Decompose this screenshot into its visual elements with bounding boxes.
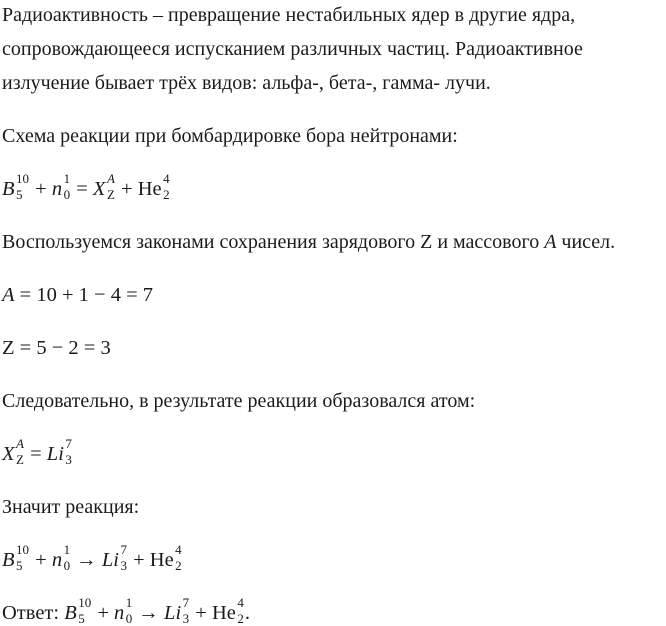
nuclide-scripts	[16, 173, 29, 200]
nuclide-scripts	[107, 173, 115, 200]
nuclide-He	[137, 171, 171, 202]
nuclide-symbol: n	[51, 549, 63, 571]
formula-text: =	[71, 178, 93, 200]
nuclide-Li	[164, 595, 190, 626]
mass-number-equation	[2, 278, 666, 312]
charge-number-subscript: 0	[63, 187, 71, 202]
nuclide-scripts	[175, 544, 182, 571]
atom-formula	[2, 437, 666, 471]
formula-text: +	[127, 549, 150, 571]
charge-number-subscript: 3	[120, 558, 127, 573]
nuclide-symbol: Li	[164, 602, 182, 624]
charge-number-equation	[2, 331, 666, 365]
nuclide-symbol: Li	[46, 443, 64, 465]
nuclide-n	[51, 171, 71, 202]
formula-text: +	[30, 178, 52, 200]
nuclide-scripts	[16, 438, 24, 465]
mass-number-superscript: A	[16, 436, 24, 451]
nuclide-symbol: B	[2, 549, 15, 571]
charge-number-subscript: 5	[78, 611, 85, 626]
charge-number-subscript: Z	[16, 452, 24, 467]
result-caption: Следовательно, в результате реакции образовался атом:	[2, 390, 476, 412]
reaction-caption: Значит реакция:	[2, 496, 140, 518]
charge-number-subscript: 0	[125, 611, 133, 626]
nuclide-scripts	[64, 544, 71, 571]
nuclide-symbol: He	[211, 602, 236, 624]
nuclide-scripts	[120, 544, 127, 571]
variable: A	[2, 284, 15, 306]
nuclide-Li	[101, 542, 128, 573]
formula-text: →	[71, 549, 102, 571]
mass-number-superscript: 4	[175, 542, 182, 557]
charge-number-subscript: 2	[237, 611, 244, 626]
nuclide-B	[2, 171, 30, 202]
nuclide-symbol: He	[137, 178, 162, 200]
charge-number-subscript: 2	[175, 558, 182, 573]
charge-number-subscript: 5	[16, 558, 23, 573]
formula-text: чисел.	[556, 231, 616, 253]
nuclide-scripts	[183, 597, 190, 624]
charge-number-subscript: 3	[182, 611, 190, 626]
charge-number-subscript: 3	[65, 452, 72, 467]
mass-number-superscript: 7	[120, 542, 127, 557]
charge-number-subscript: 0	[63, 558, 71, 573]
mass-number-superscript: 4	[163, 171, 170, 186]
intro-line-2: сопровождающееся испусканием различных частиц. Радиоактивное	[2, 38, 583, 60]
mass-number-superscript: 4	[237, 595, 244, 610]
nuclide-scripts	[163, 173, 170, 200]
mass-number-superscript: 1	[63, 171, 71, 186]
nuclide-X	[92, 171, 116, 202]
variable: A	[544, 231, 557, 253]
nuclide-n	[114, 595, 133, 626]
conservation-note	[2, 225, 666, 259]
nuclide-B	[2, 542, 30, 573]
variable: Z	[2, 337, 15, 359]
nuclide-He	[149, 542, 183, 573]
formula-text: Ответ:	[2, 602, 65, 624]
nuclide-scripts	[126, 597, 133, 624]
nuclide-symbol: n	[114, 602, 125, 624]
mass-number-superscript: 7	[182, 595, 190, 610]
answer-line	[2, 596, 666, 626]
scheme-caption: Схема реакции при бомбардировке бора нейтронами:	[2, 125, 458, 147]
nuclide-symbol: X	[92, 178, 106, 200]
charge-number-subscript: 5	[16, 187, 23, 202]
formula-text: +	[190, 602, 212, 624]
mass-number-superscript: 10	[78, 595, 92, 610]
scheme-formula	[2, 172, 666, 206]
nuclide-symbol: He	[149, 549, 174, 571]
nuclide-B	[64, 595, 92, 626]
nuclide-He	[211, 595, 245, 626]
nuclide-symbol: X	[2, 443, 15, 465]
intro-line-1: Радиоактивность – превращение нестабильных ядер в другие ядра,	[2, 4, 576, 26]
nuclide-X	[2, 436, 25, 467]
nuclide-symbol: B	[2, 178, 15, 200]
formula-text: +	[30, 549, 52, 571]
mass-number-superscript: 1	[125, 595, 133, 610]
intro-line-3: излучение бывает трёх видов: альфа-, бета-, гамма- лучи.	[2, 72, 491, 94]
formula-text: →	[133, 602, 165, 624]
intro-paragraph	[2, 0, 666, 100]
mass-number-superscript: 10	[16, 542, 30, 557]
nuclide-scripts	[65, 438, 72, 465]
mass-number-superscript: A	[106, 171, 115, 186]
formula-text: +	[115, 178, 138, 200]
mass-number-superscript: 10	[16, 171, 30, 186]
formula-text: .	[244, 602, 250, 624]
nuclide-scripts	[64, 173, 71, 200]
charge-number-subscript: 2	[163, 187, 170, 202]
formula-text: = 10 + 1 − 4 = 7	[14, 284, 154, 306]
final-reaction-formula	[2, 543, 666, 577]
formula-text: = 5 − 2 = 3	[14, 337, 111, 359]
nuclide-symbol: n	[51, 178, 63, 200]
mass-number-superscript: 7	[65, 436, 72, 451]
formula-text: +	[92, 602, 115, 624]
formula-text: Воспользуемся законами сохранения зарядового Z и массового	[2, 231, 545, 253]
formula-text: =	[24, 443, 47, 465]
nuclide-scripts	[78, 597, 91, 624]
mass-number-superscript: 1	[63, 542, 71, 557]
nuclide-n	[51, 542, 71, 573]
nuclide-Li	[46, 436, 73, 467]
nuclide-scripts	[237, 597, 244, 624]
charge-number-subscript: Z	[106, 187, 115, 202]
nuclide-symbol: Li	[101, 549, 119, 571]
nuclide-symbol: B	[64, 602, 77, 624]
nuclide-scripts	[16, 544, 29, 571]
